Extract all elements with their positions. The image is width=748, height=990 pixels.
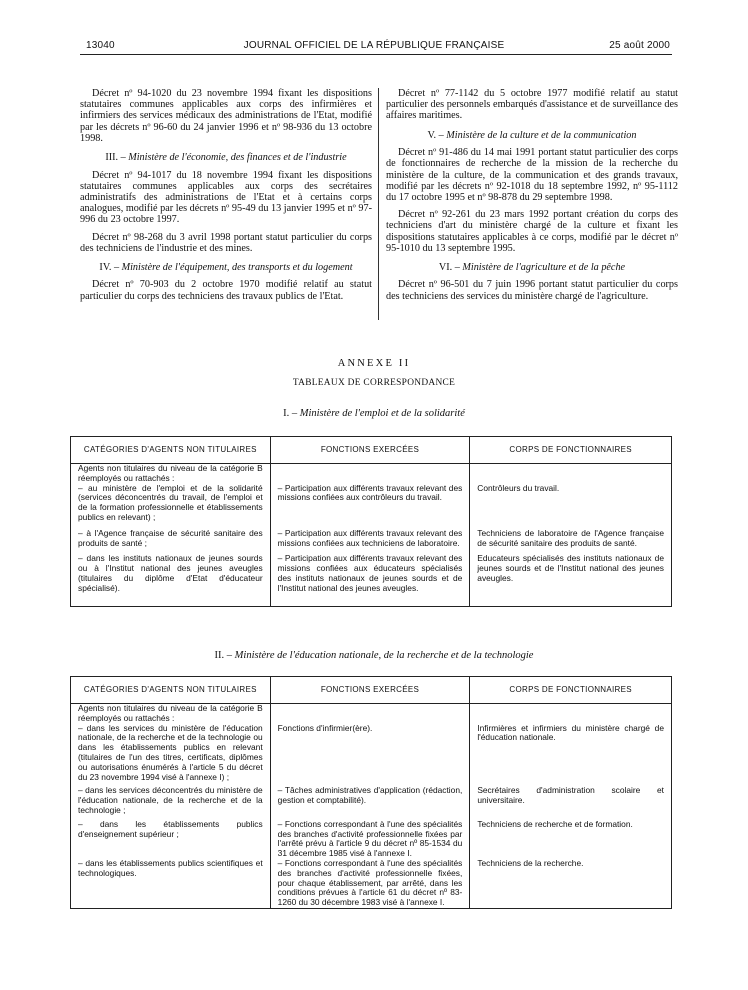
corps-cell: Contrôleurs du travail. [477, 482, 560, 493]
section-heading-vi [386, 262, 678, 274]
table-row [71, 786, 672, 819]
corps-cell: Educateurs spécialisés des instituts nationaux de jeunes sourds et de l'Institut national des jeunes aveugles. [477, 553, 664, 583]
header-corps: CORPS DE FONCTIONNAIRES [470, 437, 672, 464]
category-cell: – dans les établissements publics d'enseignement supérieur ; [78, 818, 263, 839]
function-cell: – Fonctions correspondant à l'une des spécialités des branches d'activité professionnelle fixées par l'arrêté prévu à l'article 9 du décret nº 85-1534 du 31 décembre 1985 visé à l'annexe I. [277, 818, 463, 859]
section-number: V. – [427, 129, 444, 141]
right-paragraph-3: Décret nº 92-261 du 23 mars 1992 portant création du corps des techniciens d'art du ministère chargé de la culture et fixant les dispositions statutaires applicables à ce corps, modifié par le décret nº 95-1010 du 13 septembre 1995. [386, 209, 678, 254]
table-1-heading [0, 408, 748, 419]
section-title: Ministère de l'économie, des finances et de l'industrie [128, 152, 347, 164]
category-cell: – dans les instituts nationaux de jeunes sourds ou à l'Institut national des jeunes aveugles (titulaires du diplôme d'Etat d'éducateur spécialisé). [78, 553, 263, 593]
table-row [71, 484, 672, 529]
header-functions: FONCTIONS EXERCÉES [270, 677, 470, 704]
section-title: Ministère de l'agriculture et de la pêche [462, 261, 626, 273]
header-rule [80, 54, 672, 55]
category-cell: – dans les services déconcentrés du ministère de l'éducation nationale, de la recherche et de la technologie ; [78, 785, 263, 815]
page-header [0, 0, 748, 54]
table-2-heading [0, 650, 748, 661]
left-paragraph-4: Décret nº 70-903 du 2 octobre 1970 modifié relatif au statut particulier du corps des techniciens des travaux publics de l'Etat. [80, 279, 372, 302]
function-cell: – Fonctions correspondant à l'une des spécialités des branches d'activité professionnelle fixées, pour chaque établissement, par arrêté, dans les conditions prévues à l'article 61 du décret nº 83-1260 du 30 décembre 1983 visé à l'annexe I. [277, 857, 463, 908]
header-functions: FONCTIONS EXERCÉES [270, 437, 470, 464]
category-cell: – à l'Agence française de sécurité sanitaire des produits de santé ; [78, 527, 263, 548]
section-title: Ministère de l'éducation nationale, de la recherche et de la technologie [234, 650, 534, 661]
section-title: Ministère de l'équipement, des transports et du logement [121, 261, 353, 273]
annexe-title: ANNEXE II [337, 358, 411, 369]
section-number: III. – [105, 152, 126, 164]
right-paragraph-4: Décret nº 96-501 du 7 juin 1996 portant statut particulier du corps des techniciens des services du ministère chargé de l'agriculture. [386, 279, 678, 302]
right-paragraph-2: Décret nº 91-486 du 14 mai 1991 portant statut particulier des corps de fonctionnaires de recherche de la mission de la recherche du ministère de la culture, de la communication et des grands travaux, modifié par les décrets nº 92-1018 du 18 septembre 1992, nº 95-1112 du 17 octobre 1995 et nº 98-878 du 29 septembre 1998. [386, 147, 678, 203]
correspondence-table-1 [70, 436, 672, 607]
header-categories: CATÉGORIES D'AGENTS NON TITULAIRES [71, 437, 271, 464]
journal-title: JOURNAL OFFICIEL DE LA RÉPUBLIQUE FRANÇAISE [243, 40, 505, 51]
table-header-row [71, 677, 672, 704]
left-paragraph-2: Décret nº 94-1017 du 18 novembre 1994 fixant les dispositions statutaires communes applicables aux corps des secrétaires administratifs des administrations de l'Etat et à certains corps analogues, modifié par les décrets nº 95-49 du 13 janvier 1995 et nº 97-996 du 23 octobre 1997. [80, 169, 372, 226]
issue-date: 25 août 2000 [609, 40, 670, 51]
right-column [386, 88, 678, 308]
annexe-subtitle: TABLEAUX DE CORRESPONDANCE [292, 378, 456, 388]
table-intro-row [71, 464, 672, 484]
table-row [71, 529, 672, 555]
two-column-text [80, 88, 680, 330]
section-number: II. – [214, 650, 233, 661]
function-cell: – Participation aux différents travaux relevant des missions confiées aux techniciens de laboratoire. [277, 527, 463, 548]
correspondence-table-2 [70, 676, 672, 909]
left-paragraph-3: Décret nº 98-268 du 3 avril 1998 portant statut particulier du corps des techniciens de l'industrie et des mines. [80, 231, 372, 254]
table-row [71, 724, 672, 787]
corps-cell: Techniciens de laboratoire de l'Agence française de sécurité sanitaire des produits de santé. [477, 527, 664, 548]
right-paragraph-1: Décret nº 77-1142 du 5 octobre 1977 modifié relatif au statut particulier des personnels embarqués d'assistance et de surveillance des affaires maritimes. [386, 88, 678, 122]
section-title: Ministère de la culture et de la communication [446, 129, 637, 141]
table-row [71, 554, 672, 606]
column-divider [378, 88, 379, 320]
table-row [71, 820, 672, 859]
category-cell: – dans les services du ministère de l'éducation nationale, de la recherche et de la technologie ou dans les établissements publics en relevant (titulaires de l'un des titres, certificats, diplômes ou autorisations énumérés à l'article 5 du décret du 23 novembre 1994 visé à l'annexe I) ; [78, 722, 263, 782]
section-number: VI. – [438, 261, 460, 273]
section-title: Ministère de l'emploi et de la solidarité [299, 408, 465, 419]
table-row [71, 859, 672, 908]
page-number: 13040 [86, 40, 115, 51]
header-categories: CATÉGORIES D'AGENTS NON TITULAIRES [71, 677, 271, 704]
intro-text: Agents non titulaires du niveau de la catégorie B réemployés ou rattachés : [78, 463, 263, 483]
function-cell: Fonctions d'infirmier(ère). [277, 722, 373, 733]
left-paragraph-1: Décret nº 94-1020 du 23 novembre 1994 fixant les dispositions statutaires communes applicables aux corps des infirmières et infirmiers des services médicaux des administrations de l'Etat, modifié par les décrets nº 96-60 du 24 janvier 1996 et nº 98-936 du 13 octobre 1998. [80, 88, 372, 144]
section-number: IV. – [99, 261, 120, 273]
table-header-row [71, 437, 672, 464]
section-number: I. – [283, 408, 298, 419]
corps-cell: Infirmières et infirmiers du ministère chargé de l'éducation nationale. [477, 722, 664, 743]
corps-cell: Techniciens de la recherche. [477, 857, 584, 868]
function-cell: – Tâches administratives d'application (rédaction, gestion et comptabilité). [277, 785, 463, 806]
category-cell: – au ministère de l'emploi et de la solidarité (services déconcentrés du travail, de l'emploi et de la formation professionnelle et établissements publics en relevant) ; [78, 482, 263, 522]
function-cell: – Participation aux différents travaux relevant des missions confiées aux éducateurs spécialisés des instituts nationaux de jeunes sourds et de l'Institut national des jeunes aveugles. [277, 553, 463, 593]
section-heading-iv [80, 262, 372, 274]
function-cell: – Participation aux différents travaux relevant des missions confiées aux contrôleurs du travail. [277, 482, 463, 503]
header-corps: CORPS DE FONCTIONNAIRES [470, 677, 672, 704]
section-heading-iii [80, 152, 372, 164]
corps-cell: Techniciens de recherche et de formation. [477, 818, 633, 829]
section-heading-v [386, 130, 678, 142]
category-cell: – dans les établissements publics scientifiques et technologiques. [78, 857, 263, 878]
left-column [80, 88, 372, 308]
corps-cell: Secrétaires d'administration scolaire et universitaire. [477, 785, 664, 806]
table-intro-row [71, 704, 672, 724]
intro-text: Agents non titulaires du niveau de la catégorie B réemployés ou rattachés : [78, 703, 263, 723]
